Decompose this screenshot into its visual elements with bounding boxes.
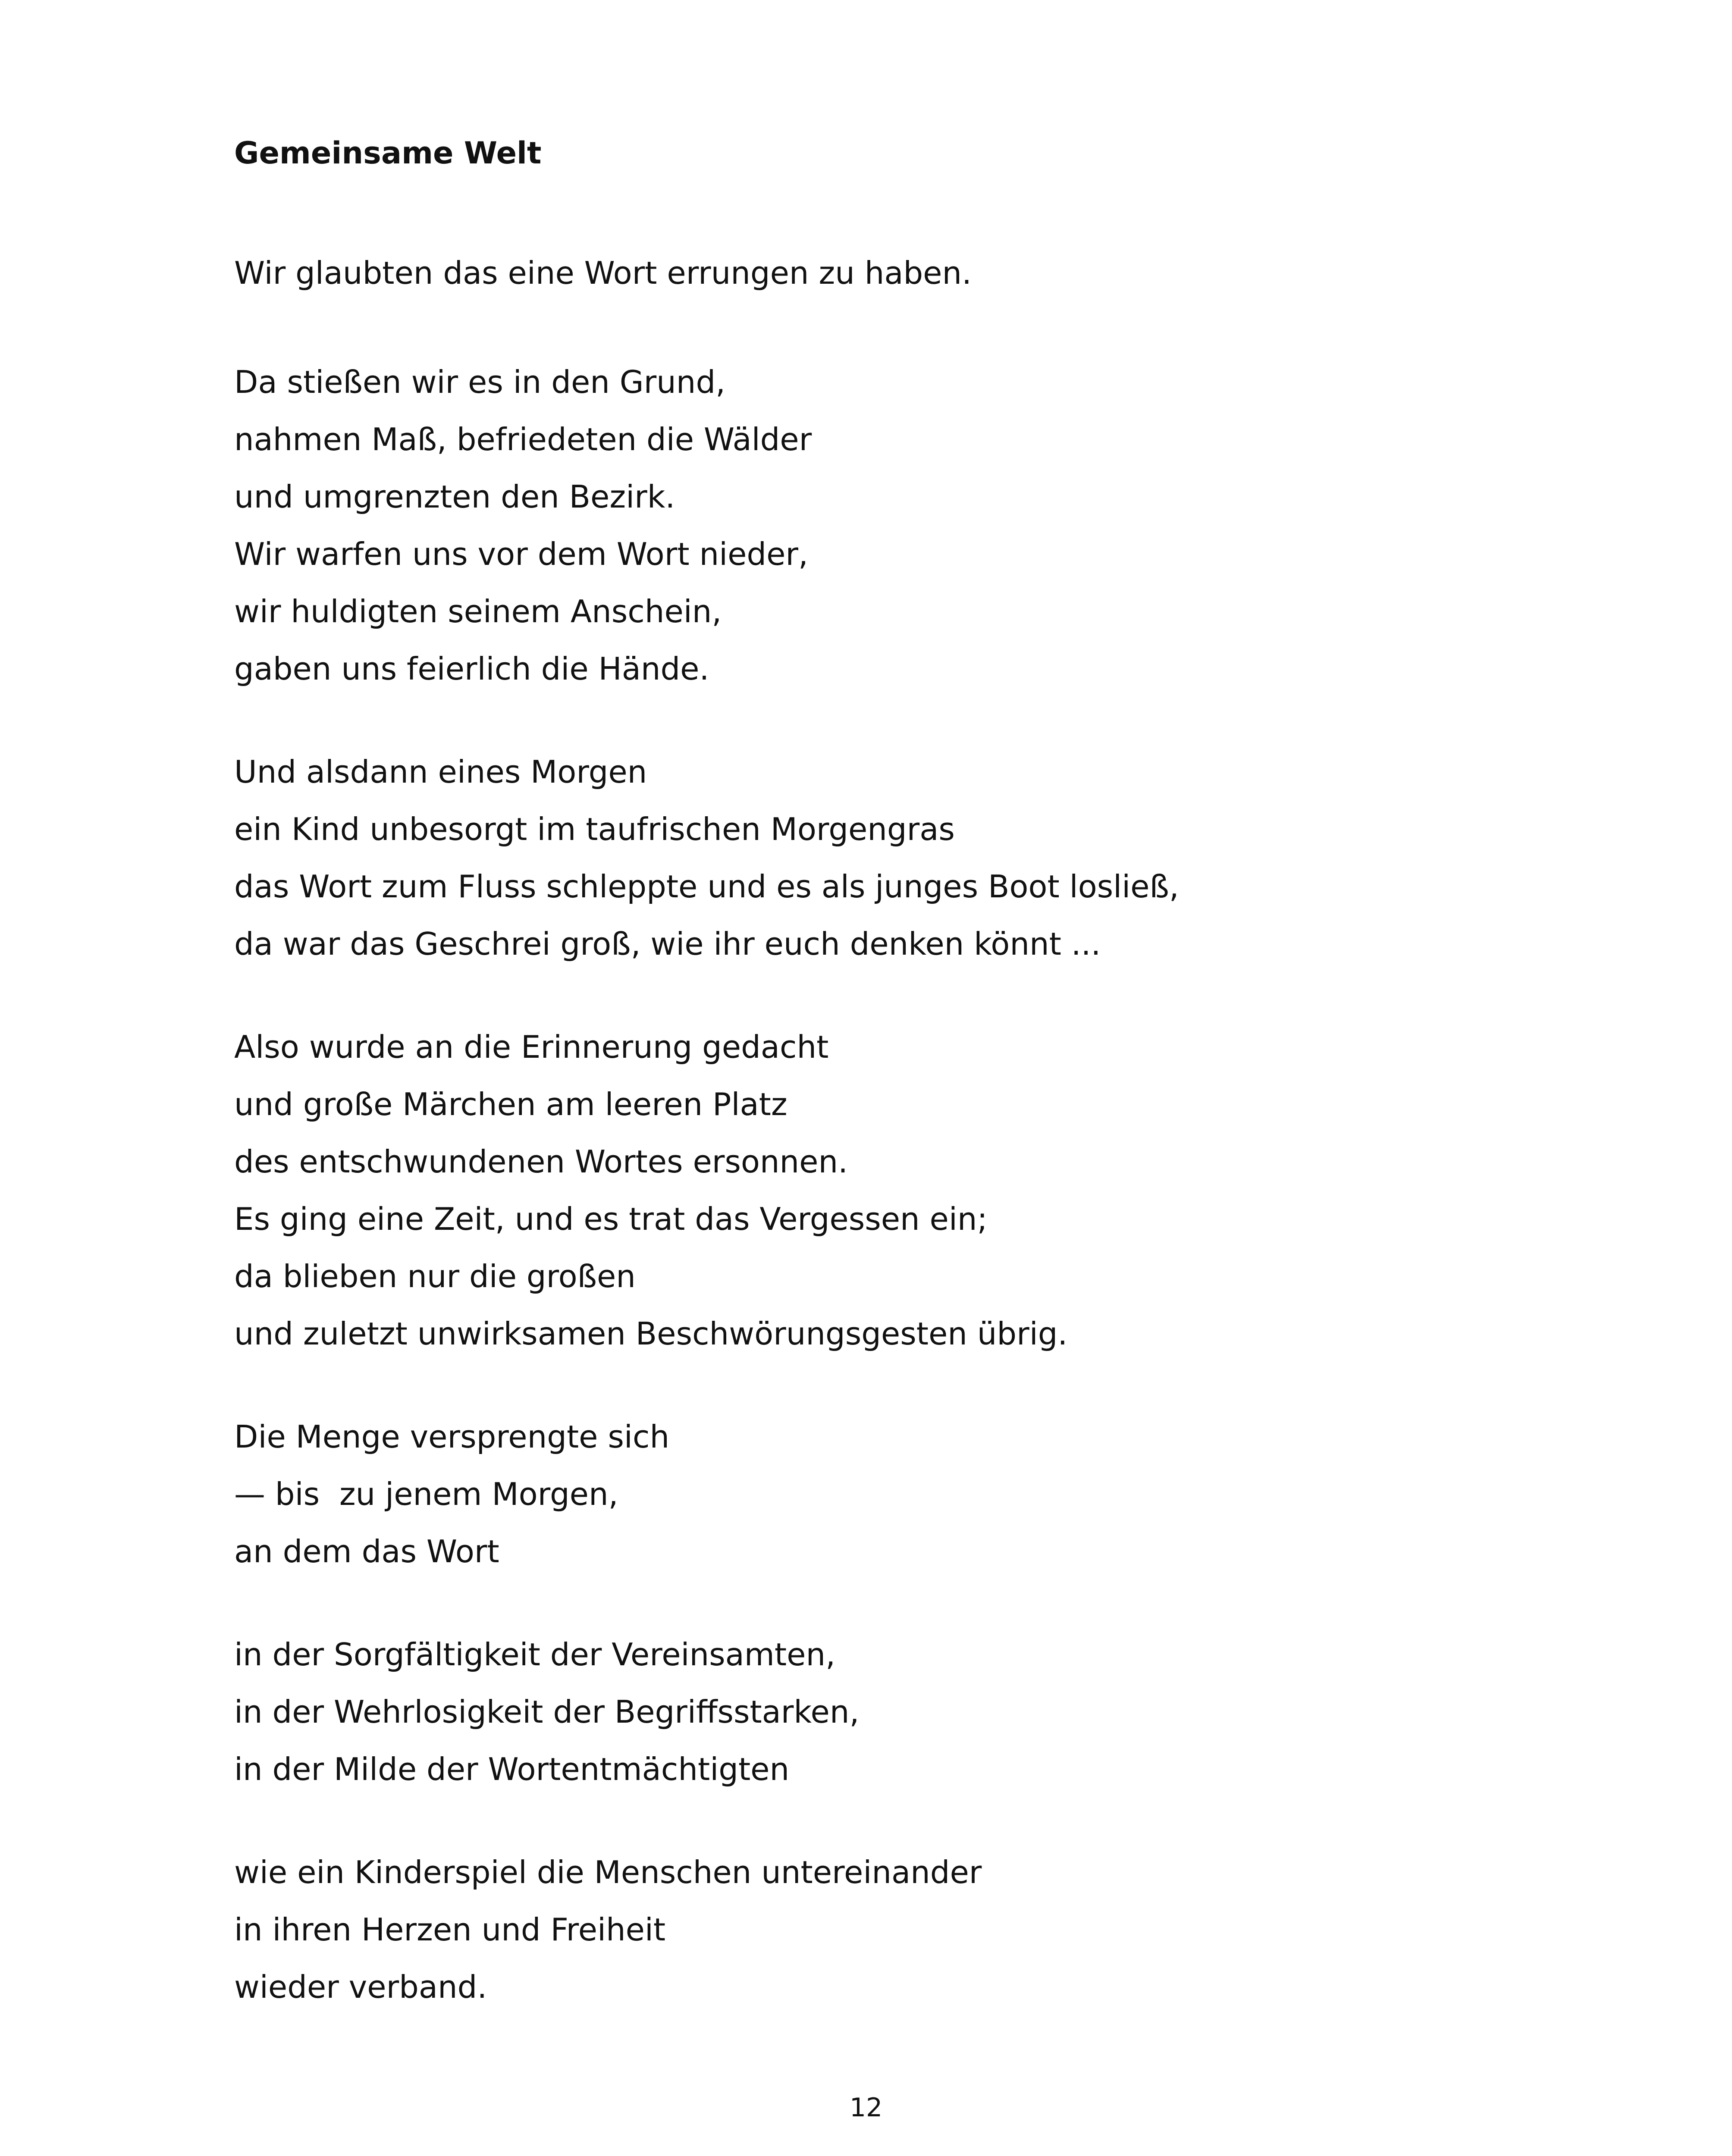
poem-title: Gemeinsame Welt <box>234 135 542 171</box>
page-number: 12 <box>849 2093 883 2123</box>
poem-line: des entschwundenen Wortes ersonnen. <box>234 1144 848 1180</box>
poem-line: wieder verband. <box>234 1969 487 2005</box>
poem-line: — bis zu jenem Morgen, <box>234 1476 618 1512</box>
poem-line: wir huldigten seinem Anschein, <box>234 593 722 630</box>
poem-line: Da stießen wir es in den Grund, <box>234 364 726 400</box>
poem-line: Und alsdann eines Morgen <box>234 754 647 790</box>
poem-line: und große Märchen am leeren Platz <box>234 1086 788 1122</box>
poem-line: ein Kind unbesorgt im taufrischen Morgengras <box>234 811 955 847</box>
poem-line: das Wort zum Fluss schleppte und es als junges Boot losließ, <box>234 868 1179 905</box>
poem-line: in der Sorgfältigkeit der Vereinsamten, <box>234 1636 835 1673</box>
poem-line: Also wurde an die Erinnerung gedacht <box>234 1029 829 1065</box>
poem-line: Es ging eine Zeit, und es trat das Vergessen ein; <box>234 1201 988 1237</box>
poem-line: in ihren Herzen und Freiheit <box>234 1912 666 1948</box>
poem-line: Wir warfen uns vor dem Wort nieder, <box>234 536 808 572</box>
poem-line: und umgrenzten den Bezirk. <box>234 479 675 515</box>
poem-line: Wir glaubten das eine Wort errungen zu haben. <box>234 255 972 291</box>
poem-line: an dem das Wort <box>234 1533 499 1570</box>
poem-line: Die Menge versprengte sich <box>234 1419 670 1455</box>
poem-line: wie ein Kinderspiel die Menschen untereinander <box>234 1854 982 1890</box>
poem-line: gaben uns feierlich die Hände. <box>234 651 709 687</box>
poem-line: nahmen Maß, befriedeten die Wälder <box>234 421 812 458</box>
poem-line: in der Wehrlosigkeit der Begriffsstarken, <box>234 1694 860 1730</box>
poem-line: da blieben nur die großen <box>234 1258 636 1294</box>
poem-line: und zuletzt unwirksamen Beschwörungsgesten übrig. <box>234 1316 1068 1352</box>
poem-line: in der Milde der Wortentmächtigten <box>234 1751 790 1787</box>
poem-line: da war das Geschrei groß, wie ihr euch denken könnt ... <box>234 926 1101 962</box>
